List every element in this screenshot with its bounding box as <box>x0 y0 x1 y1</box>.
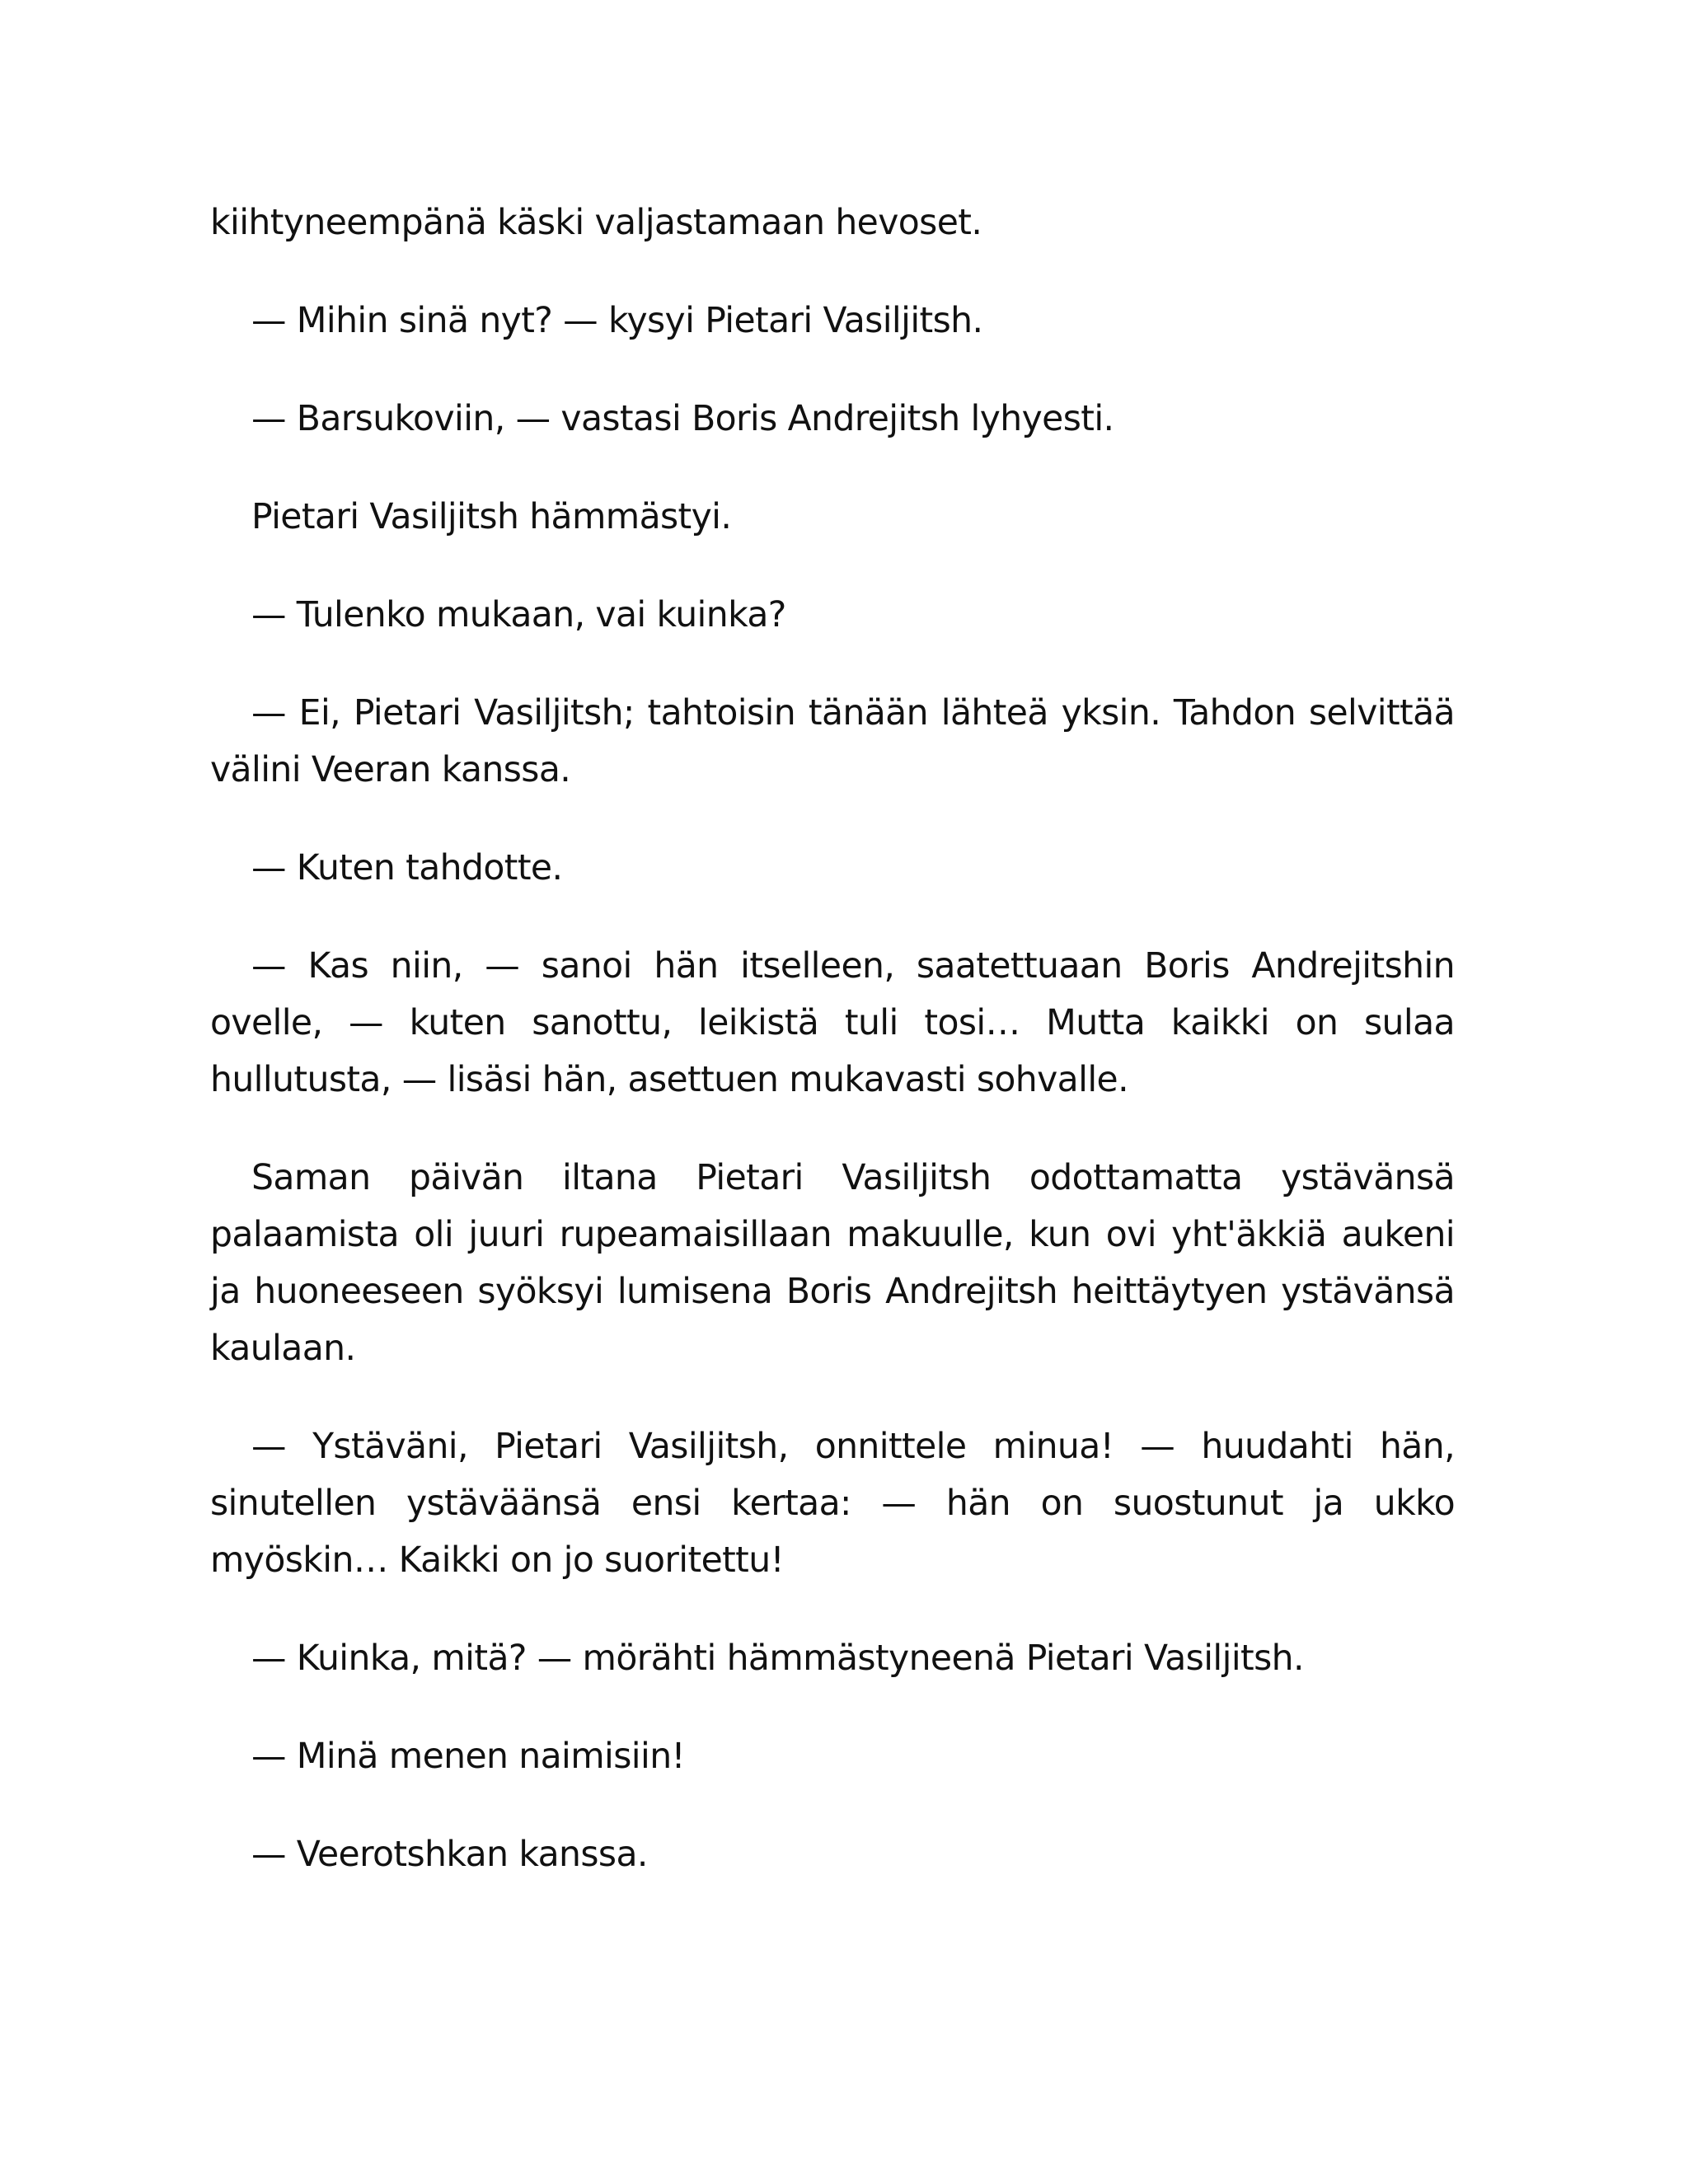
paragraph-narration: Pietari Vasiljitsh hämmästyi. <box>251 497 732 537</box>
paragraph-dialogue: — Barsukoviin, — vastasi Boris Andrejitsh lyhyesti. <box>251 399 1114 439</box>
paragraph-dialogue: — Tulenko mukaan, vai kuinka? <box>251 595 786 635</box>
paragraph-dialogue: — Minä menen naimisiin! <box>251 1736 685 1777</box>
paragraph-dialogue: — Ei, Pietari Vasiljitsh; tahtoisin tänään lähteä yksin. Tahdon selvittää välini Veeran kanssa. <box>210 693 1455 790</box>
paragraph-dialogue: — Kuinka, mitä? — mörähti hämmästyneenä Pietari Vasiljitsh. <box>251 1638 1304 1679</box>
paragraph-dialogue: — Mihin sinä nyt? — kysyi Pietari Vasiljitsh. <box>251 301 983 341</box>
body-text <box>210 194 1455 1883</box>
paragraph-dialogue: — Veerotshkan kanssa. <box>251 1835 648 1875</box>
paragraph-narration: Saman päivän iltana Pietari Vasiljitsh odottamatta ystävänsä palaamista oli juuri rupeamaisillaan makuulle, kun ovi yht'äkkiä aukeni ja huoneeseen syöksyi lumisena Boris Andrejitsh heittäytyen ystävänsä kaulaan. <box>210 1158 1455 1369</box>
paragraph-continuation: kiihtyneempänä käski valjastamaan hevoset. <box>210 203 982 243</box>
paragraph-dialogue: — Kas niin, — sanoi hän itselleen, saatettuaan Boris Andrejitshin ovelle, — kuten sanottu, leikistä tuli tosi… Mutta kaikki on sulaa hullutusta, — lisäsi hän, asettuen mukavasti sohvalle. <box>210 946 1455 1100</box>
paragraph-dialogue: — Ystäväni, Pietari Vasiljitsh, onnittele minua! — huudahti hän, sinutellen ystäväänsä ensi kertaa: — hän on suostunut ja ukko myöskin… Kaikki on jo suoritettu! <box>210 1427 1455 1581</box>
paragraph-dialogue: — Kuten tahdotte. <box>251 848 563 888</box>
